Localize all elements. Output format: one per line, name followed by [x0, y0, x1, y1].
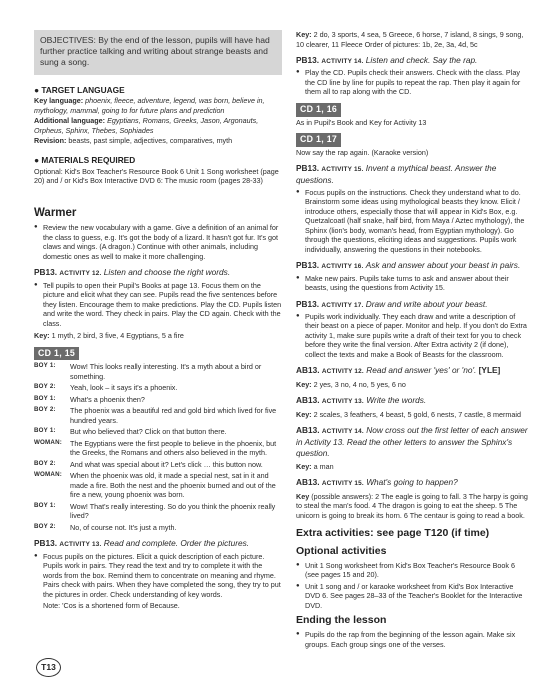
activity-16-bullet: ● Make new pairs. Pupils take turns to ask and answer about their beasts, using the questions from Activity 15. [296, 274, 528, 293]
ab-activity-14-heading: AB13. ACTIVITY 14. Now cross out the first letter of each answer in Activity 13. Read the other letters to answer the Sphinx's question. [296, 425, 528, 458]
revision: Revision: beasts, past simple, adjectives, comparatives, myth [34, 136, 233, 146]
dialogue-line: BOY 2: Yeah, look – it says it's a phoenix. [34, 383, 178, 393]
activity-15-bullet: ● Focus pupils on the instructions. Check they understand what to do. Brainstorm some ideas using mythological beasts they know. Elicit / introduce others, especially those that will appear in Kid's Box, e.g. Quetzalcoatl (half snake, half bird, from Maya / Aztec mythology), the Sphinx (lion's body, woman's head, from Egyptian mythology). Go through the questions, eliciting ideas and suggestions. Pupils work individually, answering the questions in their notebooks. [296, 188, 528, 255]
optional-activities-heading: Optional activities [296, 545, 387, 558]
extra-activities-heading: Extra activities: see page T120 (if time) [296, 527, 490, 540]
dialogue-line: BOY 1: What's a phoenix then? [34, 394, 145, 404]
activity-12-key: Key: 1 myth, 2 bird, 3 five, 4 Egyptians, 5 a fire [34, 331, 184, 341]
dialogue-line: WOMAN: The Egyptians were the first people to believe in the phoenix, but the Greeks, the Romans and others also believed in the myth. [34, 438, 277, 458]
cd-track-label: CD 1, 16 [296, 103, 341, 117]
cd-track-label: CD 1, 15 [34, 347, 79, 361]
dialogue-line: BOY 1: Wow! That's really interesting. So do you think the phoenix really lived? [34, 501, 276, 521]
dialogue [34, 362, 282, 532]
target-language-heading: ● TARGET LANGUAGE [34, 84, 125, 95]
key-language: Key language: phoenix, fleece, adventure, legend, was born, believe in, mythology, mammal, going to for future plans and prediction [34, 96, 265, 115]
materials-heading: ● MATERIALS REQUIRED [34, 154, 136, 165]
additional-language: Additional language: Egyptians, Romans, Greeks, Jason, Argonauts, Orpheus, Sphinx, Thebes, Sophiades [34, 116, 259, 135]
activity-13-bullet: ● Focus pupils on the pictures. Elicit a quick description of each picture. Pupils work in pairs. They read the text and try to complete it with the words from the box. Remind them to concentrate on meaning and rhyme. Pairs check with pairs. When they have completed the song, they try to put the pictures in order. Check understanding of key words. [34, 552, 282, 600]
ab-activity-15-key: Key (possible answers): 2 The eagle is going to fall. 3 The harpy is going to steal the man's food. 4 The dragon is going to eat the sheep. 5 The unicorn is going to break its horn. 6 The centaur is going to read a book. [296, 491, 528, 520]
ab-activity-13-key: Key: 2 scales, 3 feathers, 4 beast, 5 gold, 6 nests, 7 castle, 8 mermaid [296, 409, 521, 419]
activity-17-bullet: ● Pupils work individually. They each draw and write a description of their beast on a piece of paper. Monitor and help. If you don't do Extra activity 1, make sure pupils write a draft of their text for you to check before they write the final version. After Extra activity 2 (if done), collect the texts and make a Book of Beasts for the classroom. [296, 312, 528, 360]
ab-activity-14-key: Key: a man [296, 461, 334, 471]
activity-13-key: Key: 2 do, 3 sports, 4 sea, 5 Greece, 6 horse, 7 island, 8 sings, 9 song, 10 clearer, 11 Fleece Order of pictures: 1b, 2e, 3a, 4d, 5c [296, 30, 524, 49]
activity-13-heading: PB13. ACTIVITY 13. Read and complete. Order the pictures. [34, 538, 250, 549]
activity-12-bullet: ● Tell pupils to open their Pupil's Books at page 13. Focus them on the picture and elicit what they can see. Pupils read the five sentences before they listen. Encourage them to make predictions. Play the CD. Pupils listen and write the word. They check in pairs. Play the CD again. Check with the class. [34, 281, 282, 329]
activity-17-heading: PB13. ACTIVITY 17. Draw and write about your beast. [296, 298, 488, 309]
warmer-heading: Warmer [34, 206, 77, 219]
ending-heading: Ending the lesson [296, 614, 387, 627]
dialogue-line: BOY 2: No, of course not. It's just a myth. [34, 522, 177, 532]
activity-15-heading: PB13. ACTIVITY 15. Invent a mythical beast. Answer the questions. [296, 163, 497, 185]
objectives-text: OBJECTIVES: By the end of the lesson, pupils will have had further practice talking and writing about strange beasts and sung a song. [40, 35, 270, 68]
cd-track-label: CD 1, 17 [296, 133, 341, 147]
materials-text: Optional: Kid's Box Teacher's Resource Book 6 Unit 1 Song worksheet (page 20) and / or Kid's Box Interactive DVD 6: The music room (pages 28-33) [34, 166, 279, 186]
ab-activity-13-heading: AB13. ACTIVITY 13. Write the words. [296, 395, 427, 406]
ab-activity-12-key: Key: 2 yes, 3 no, 4 no, 5 yes, 6 no [296, 379, 406, 389]
activity-16-heading: PB13. ACTIVITY 16. Ask and answer about your beast in pairs. [296, 260, 521, 271]
optional-bullet: ● Unit 1 Song worksheet from Kid's Box Teacher's Resource Book 6 (see pages 15 and 20). [296, 561, 528, 580]
activity-13-note: Note: 'Cos is a shortened form of Because. [43, 601, 180, 611]
dialogue-line: BOY 1: Wow! This looks really interesting. It's a myth about a bird or something. [34, 362, 262, 381]
dialogue-line: BOY 2: The phoenix was a beautiful red and gold bird which lived for five hundred years. [34, 406, 277, 425]
dialogue-line: BOY 1: But who believed that? Click on that button there. [34, 427, 227, 437]
left-column [34, 30, 282, 611]
cd-17-text: Now say the rap again. (Karaoke version) [296, 147, 429, 157]
ab-activity-15-heading: AB13. ACTIVITY 15. What's going to happen? [296, 477, 458, 488]
activity-14-heading: PB13. ACTIVITY 14. Listen and check. Say the rap. [296, 55, 478, 65]
dialogue-line: WOMAN: When the phoenix was old, it made a special nest, sat in it and made a fire. Both the nest and the phoenix burned and out of the fire a new, young phoenix was born. [34, 471, 276, 500]
dialogue-line: BOY 2: And what was special about it? Let's click … this button now. [34, 459, 263, 469]
activity-14-bullet: ● Play the CD. Pupils check their answers. Check with the class. Play the CD line by line for pupils to repeat the rap. Then play it again for them all to rap along with the CD. [296, 68, 528, 97]
activity-12-heading: PB13. ACTIVITY 12. Listen and choose the right words. [34, 267, 231, 278]
ending-bullet: ● Pupils do the rap from the beginning of the lesson again. Make six groups. Each group sings one of the verses. [296, 630, 528, 649]
page-number: T13 [36, 658, 61, 677]
warmer-bullet: ● Review the new vocabulary with a game. Give a definition of an animal for the class to guess, e.g. It's got the body of a lizard. It hasn't got fur. It's got claws and wings. (A dragon.) Continue with other animals, including domestic ones as well to make it more challenging. [34, 223, 282, 261]
objectives-box [34, 30, 282, 75]
cd-16-text: As in Pupil's Book and Key for Activity 13 [296, 117, 427, 127]
right-column [296, 30, 528, 649]
ab-activity-12-heading: AB13. ACTIVITY 12. Read and answer 'yes' or 'no'. [YLE] [296, 365, 501, 376]
optional-bullet: ● Unit 1 song and / or karaoke worksheet from Kid's Box Interactive DVD 6. See pages 28–33 of the Teacher's Booklet for the Interactive DVD. [296, 582, 528, 611]
